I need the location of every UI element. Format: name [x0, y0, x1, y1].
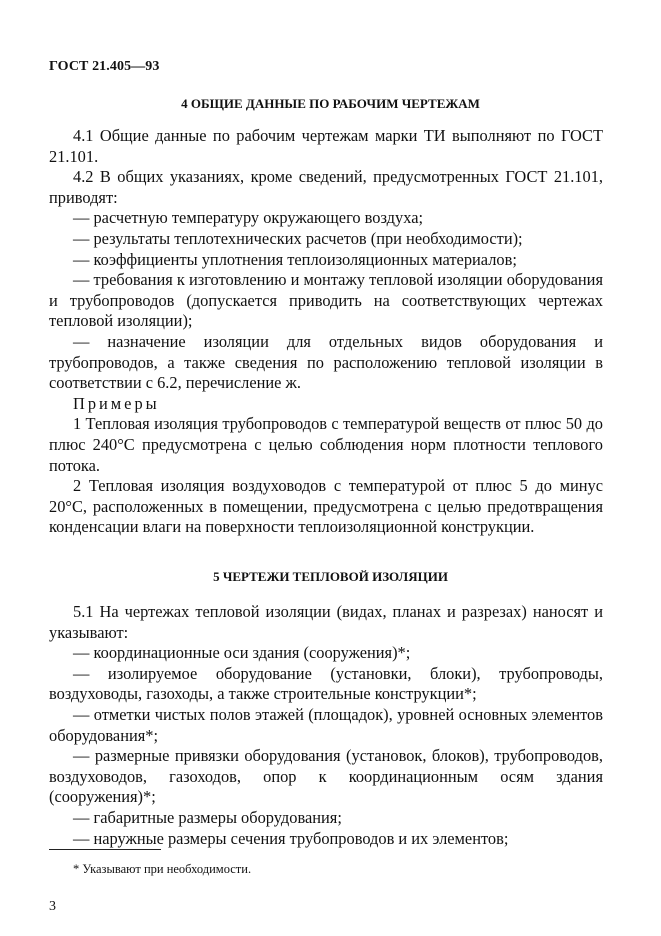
- list-item: — изолируемое оборудование (установки, блоки), трубопроводы, воздуховоды, газоходы, а также строительные конструкции*;: [49, 663, 603, 704]
- examples-heading: Примеры: [73, 393, 160, 413]
- page-number: 3: [49, 899, 56, 914]
- footnote-divider: [49, 849, 161, 850]
- standard-designation: ГОСТ 21.405—93: [49, 59, 160, 74]
- list-item: — результаты теплотехнических расчетов (при необходимости);: [73, 228, 523, 248]
- list-item: — требования к изготовлению и монтажу тепловой изоляции оборудования и трубопроводов (допускается приводить на соответствующих чертежах тепловой изоляции);: [49, 270, 603, 331]
- list-item: — коэффициенты уплотнения теплоизоляционных материалов;: [73, 249, 517, 269]
- paragraph-5-1: 5.1 На чертежах тепловой изоляции (видах, планах и разрезах) наносят и указывают:: [49, 602, 603, 642]
- example-2: 2 Тепловая изоляция воздуховодов с температурой от плюс 5 до минус 20°С, расположенных в помещении, предусмотрена с целью предотвращения конденсации влаги на поверхности теплоизоляционной конструкции.: [49, 476, 603, 537]
- list-item: — наружные размеры сечения трубопроводов и их элементов;: [73, 828, 509, 848]
- paragraph-4-2: 4.2 В общих указаниях, кроме сведений, предусмотренных ГОСТ 21.101, приводят:: [49, 167, 603, 207]
- list-item: — размерные привязки оборудования (установок, блоков), трубопроводов, воздуховодов, газоходов, опор к координационным осям здания (сооружения)*;: [49, 746, 603, 807]
- footnote: * Указывают при необходимости.: [73, 862, 252, 876]
- paragraph-4-1: 4.1 Общие данные по рабочим чертежам марки ТИ выполняют по ГОСТ 21.101.: [49, 126, 603, 166]
- list-item: — координационные оси здания (сооружения)*;: [73, 643, 411, 663]
- list-item: — отметки чистых полов этажей (площадок), уровней основных элементов оборудования*;: [49, 704, 603, 745]
- list-item: — габаритные размеры оборудования;: [73, 807, 342, 827]
- section-4-body: [49, 126, 603, 538]
- list-item: — расчетную температуру окружающего воздуха;: [73, 208, 424, 228]
- example-1: 1 Тепловая изоляция трубопроводов с температурой веществ от плюс 50 до плюс 240°С предусмотрена с целью соблюдения норм плотности теплового потока.: [49, 414, 603, 475]
- section-4-title: 4 ОБЩИЕ ДАННЫЕ ПО РАБОЧИМ ЧЕРТЕЖАМ: [181, 96, 480, 111]
- section-5-title: 5 ЧЕРТЕЖИ ТЕПЛОВОЙ ИЗОЛЯЦИИ: [213, 569, 448, 584]
- section-5-body: [49, 602, 603, 849]
- list-item: — назначение изоляции для отдельных видов оборудования и трубопроводов, а также сведения по расположению тепловой изоляции в соответствии с 6.2, перечисление ж.: [49, 331, 603, 393]
